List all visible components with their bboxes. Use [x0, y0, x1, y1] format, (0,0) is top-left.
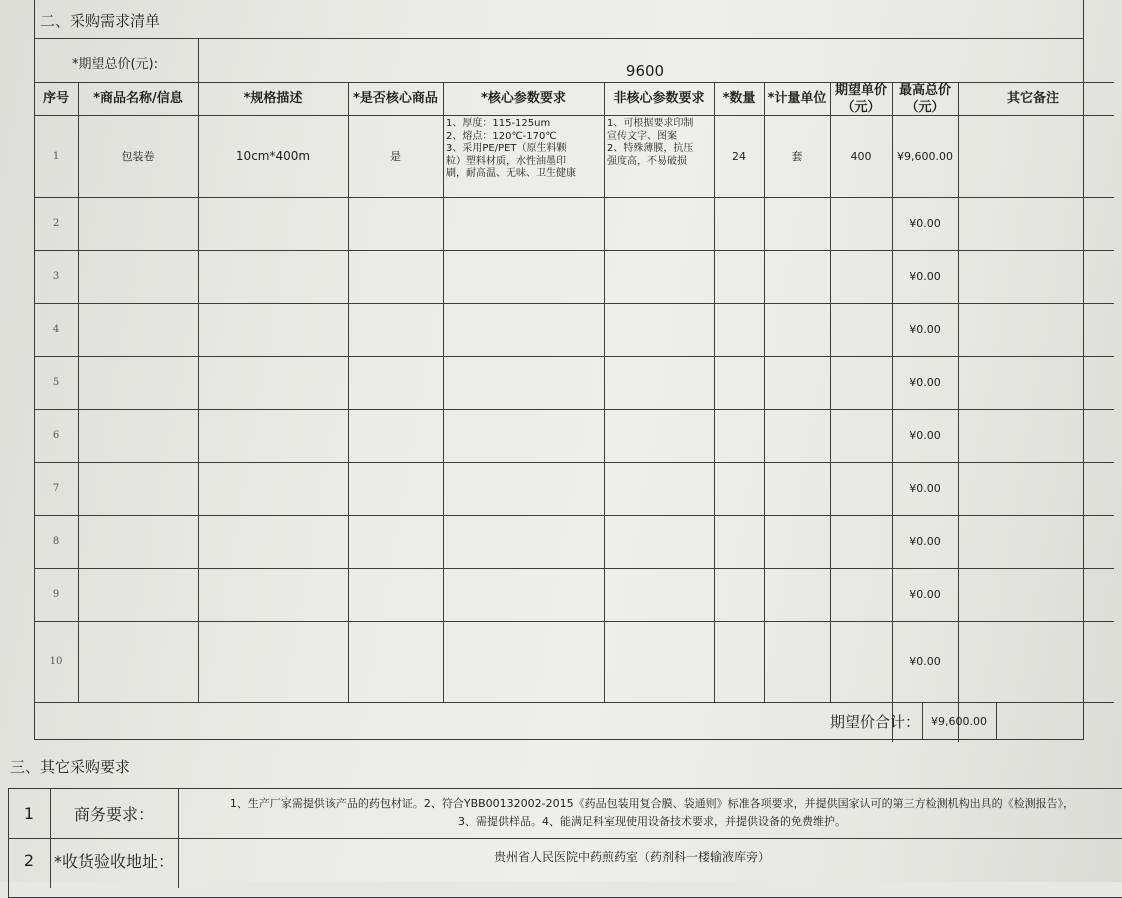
col-header-unit-price: 期望单价 （元） [834, 82, 887, 115]
row-max-total: ¥0.00 [909, 588, 941, 601]
row1-qty: 24 [732, 149, 746, 163]
row-no: 5 [52, 377, 60, 388]
col-header-qty: *数量 [722, 91, 756, 106]
expected-sum-value: ¥9,600.00 [931, 714, 987, 728]
row-max-total: ¥0.00 [909, 323, 941, 336]
section-title-procurement-list: 二、采购需求清单 [40, 12, 161, 30]
row1-no: 1 [52, 150, 60, 162]
row-max-total: ¥0.00 [909, 482, 941, 495]
col-header-remarks: 其它备注 [1006, 91, 1059, 106]
req2-text: 贵州省人民医院中药煎药室（药剂科一楼输液库旁） [493, 849, 770, 864]
req1-no: 1 [23, 803, 35, 823]
row1-core-params: 1、厚度：115-125um 2、熔点：120℃-170℃ 3、采用PE/PET（原生料颗 粒）塑料材质，水性油墨印 刷，耐高温、无味、卫生健康 [446, 118, 576, 179]
req2-label: *收货验收地址： [53, 851, 174, 871]
row-no: 8 [52, 536, 60, 547]
expected-total-value: 9600 [625, 62, 665, 80]
col-header-name: *商品名称/信息 [93, 91, 183, 106]
col-header-noncore-params: 非核心参数要求 [613, 91, 705, 106]
req1-label: 商务要求： [73, 804, 154, 824]
row-no: 9 [52, 589, 60, 600]
row-no: 3 [52, 271, 60, 282]
col-header-unit: *计量单位 [767, 91, 827, 106]
row-no: 6 [52, 430, 60, 441]
row-no: 7 [52, 483, 60, 494]
expected-sum-label: 期望价合计： [829, 712, 920, 731]
col-header-max-total: 最高总价 （元） [898, 82, 951, 115]
row1-spec: 10cm*400m [235, 149, 311, 163]
row1-unit: 套 [791, 150, 803, 163]
row-max-total: ¥0.00 [909, 376, 941, 389]
row-no: 2 [52, 218, 60, 229]
row-max-total: ¥0.00 [909, 217, 941, 230]
row1-max-total: ¥9,600.00 [897, 149, 953, 163]
row-no: 4 [52, 324, 60, 335]
req1-text: 1、生产厂家需提供该产品的药包材证。2、符合YBB00132002-2015《药品包装用复合膜、袋通则》标准各项要求，并提供国家认可的第三方检测机构出具的《检测报告》， 3、需提供样品。4、能满足科室现使用设备技术要求，并提供设备的免费维护。 [229, 797, 1075, 828]
row-max-total: ¥0.00 [909, 655, 941, 668]
col-header-no: 序号 [42, 91, 69, 106]
expected-total-label: *期望总价(元): [71, 56, 159, 72]
row1-noncore-params: 1、可根据要求印制 宣传文字、图案 2、特殊薄膜，抗压 强度高，不易破损 [607, 118, 694, 167]
row1-unit-price: 400 [850, 149, 872, 163]
row-max-total: ¥0.00 [909, 270, 941, 283]
row-max-total: ¥0.00 [909, 535, 941, 548]
row1-name: 包装卷 [121, 150, 155, 163]
section-title-other-requirements: 三、其它采购要求 [10, 758, 131, 776]
row-max-total: ¥0.00 [909, 429, 941, 442]
row-no: 10 [49, 656, 63, 667]
col-header-core-params: *核心参数要求 [481, 91, 566, 106]
req2-no: 2 [23, 850, 35, 870]
row1-core: 是 [390, 150, 401, 163]
col-header-spec: *规格描述 [243, 91, 303, 106]
col-header-core: *是否核心商品 [353, 91, 438, 106]
